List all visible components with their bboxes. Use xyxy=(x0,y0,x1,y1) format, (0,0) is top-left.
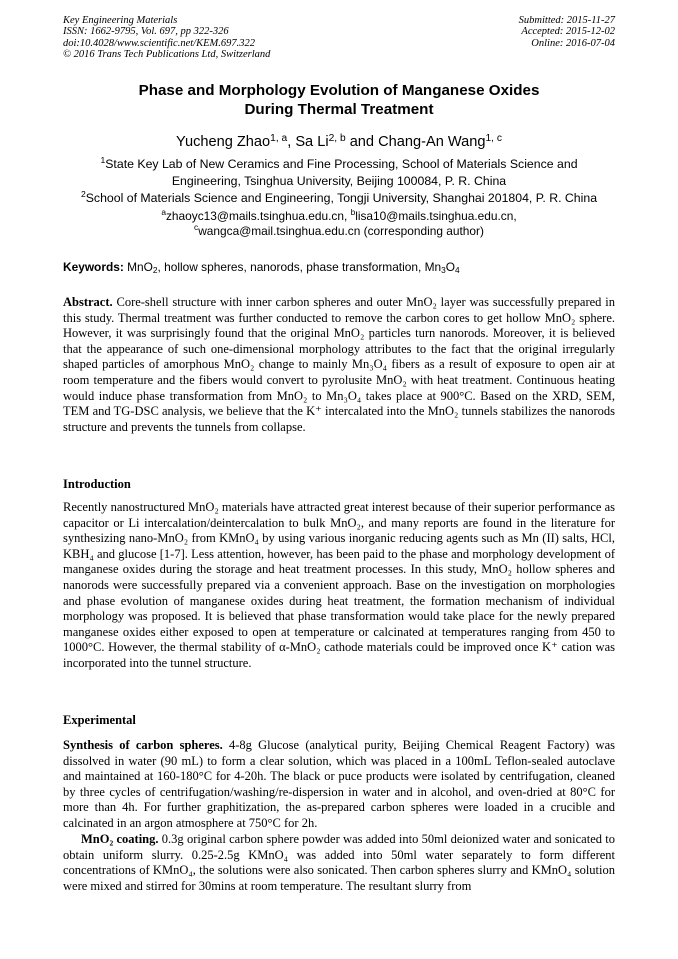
email-link[interactable]: wangca@mail.tsinghua.edu.cn (corresponding author) xyxy=(198,224,484,238)
email-link[interactable]: lisa10@mails.tsinghua.edu.cn, xyxy=(355,209,517,223)
abstract-text: Core-shell structure with inner carbon spheres and outer MnO₂ layer was successfully prepared in this study. Thermal treatment was further conducted to remove the carbon cores to get hollow MnO₂ sphere. However, it was surprisingly found that the original MnO₂ particles turn nanorods. Moreover, it is believed that the appearance of such one-dimensional morphology attributes to the fact that the original irregularly shaped particles of amorphous MnO₂ change to mainly Mn₃O₄ fibers as a result of exposure to open air at room temperature and the fibers would convert to pyrolusite MnO₂ with heat treatment. Continuous heating would induce phase transformation from MnO₂ to Mn₃O₄ takes place at 900°C. Based on the XRD, SEM, TEM and TG-DSC analysis, we believe that the K⁺ intercalated into the MnO₂ tunnels stabilizes the nanorods structure and prevents the tunnels from collapse. xyxy=(63,295,615,434)
section-heading-introduction: Introduction xyxy=(63,477,131,491)
paper-title xyxy=(63,81,615,119)
affiliation-line: Engineering, Tsinghua University, Beijing 100084, P. R. China xyxy=(171,173,507,188)
author-separator: and xyxy=(345,134,379,150)
author-affil-mark: 2, b xyxy=(328,133,346,144)
author-emails xyxy=(63,209,615,239)
affiliation-line: State Key Lab of New Ceramics and Fine Processing, School of Materials Science and xyxy=(105,157,578,171)
email-separator: , xyxy=(343,209,351,223)
paragraph-text: 4-8g Glucose (analytical purity, Beijing Chemical Reagent Factory) was dissolved in water (90 mL) to form a clear solution, which was placed in a 100mL Teflon-sealed autoclave and maintained at 160-180°C for 4-20h. The black or puce products were isolated by centrifugation, cleaned by three cycles of centrifugation/washing/re-dispersion in water and in alcohol, and oven-dried at 80°C for more than 4h. For further graphitization, the as-prepared carbon spheres were loaded in a crucible and calcinated in an argon atmosphere at 750°C for 2h. xyxy=(63,738,615,830)
publication-dates xyxy=(519,15,615,49)
abstract xyxy=(63,295,615,435)
online-date: Online: 2016-07-04 xyxy=(531,37,615,49)
section-heading-experimental: Experimental xyxy=(63,713,136,727)
introduction-text: Recently nanostructured MnO₂ materials have attracted great interest because of their superior performance as capacitor or Li intercalation/deintercalation to bulk MnO₂, and many reports are found in the literature for synthesizing nano-MnO₂ from KMnO₄ by using various inorganic reducing agents such as Mn (II) salts, HCl, KBH₄ and glucose [1-7]. Less attention, however, has been paid to the phase and morphology development of manganese oxides during the storage and heat treatment processes. In this study, MnO₂ hollow spheres and nanorods were successfully prepared via a convenient approach. Base on the investigation on morphologies and phase evolution of manganese oxides during heat treatment, the formation mechanism of individual morphology was proposed. It is believed that phase transformation would take place for the newly prepared manganese oxides either exposed to open at temperature or calcinated at temperatures ranging from 450 to 1000°C. However, the thermal stability of α-MnO₂ cathode materials could be improved once K⁺ cation was incorporated into the tunnel structure. xyxy=(63,500,615,670)
keyword: hollow spheres xyxy=(164,260,244,274)
keyword: phase transformation xyxy=(306,260,418,274)
keyword: Mn xyxy=(424,260,442,274)
author-affil-mark: 1, a xyxy=(270,133,288,144)
author-affil-mark: 1, c xyxy=(485,133,502,144)
submitted-date: Submitted: 2015-11-27 xyxy=(518,15,615,26)
subsection-label: MnO₂ coating. xyxy=(81,832,159,846)
keyword: nanorods xyxy=(250,260,300,274)
author-list xyxy=(63,133,615,151)
journal-doi: doi:10.4028/www.scientific.net/KEM.697.322 xyxy=(63,37,255,49)
subsection-label: Synthesis of carbon spheres. xyxy=(63,738,223,752)
title-line-2: During Thermal Treatment xyxy=(244,101,434,118)
affiliation-1 xyxy=(63,156,615,189)
affiliation-2 xyxy=(63,190,615,207)
author-separator: , xyxy=(287,134,296,150)
email-mark: b xyxy=(350,207,356,217)
journal-info xyxy=(63,15,270,61)
keywords-line: Keywords: MnO$_2$, hollow spheres, nanorods, phase transformation, $Mn_3O_4$ xyxy=(63,260,460,275)
author-name: Sa Li xyxy=(295,134,329,150)
email-mark: c xyxy=(194,222,199,232)
journal-issn: ISSN: 1662-9795, Vol. 697, pp 322-326 xyxy=(63,26,229,38)
affiliation-mark: 1 xyxy=(100,155,106,165)
author-name: Chang-An Wang xyxy=(378,134,486,150)
accepted-date: Accepted: 2015-12-02 xyxy=(521,26,615,38)
abstract-label: Abstract. xyxy=(63,295,113,309)
keywords-label: Keywords: xyxy=(63,260,124,274)
email-link[interactable]: zhaoyc13@mails.tsinghua.edu.cn xyxy=(165,209,344,223)
keyword: MnO xyxy=(127,260,153,274)
title-line-1: Phase and Morphology Evolution of Manganese Oxides xyxy=(138,82,540,99)
journal-name: Key Engineering Materials xyxy=(63,15,178,26)
author-name: Yucheng Zhao xyxy=(176,134,271,150)
paragraph-text: 0.3g original carbon sphere powder was added into 50ml deionized water and sonicated to obtain uniform slurry. 0.25-2.5g KMnO₄ was added into 50ml water separately to form different concentrations of KMnO₄, the solutions were also sonicated. Then carbon spheres slurry and KMnO₄ solution were mixed and stirred for 30mins at room temperature. The resultant slurry from xyxy=(63,832,615,893)
email-mark: a xyxy=(161,207,166,217)
experimental-paragraph-1 xyxy=(63,738,615,832)
affiliation-line: School of Materials Science and Engineering, Tongji University, Shanghai 201804, P. R. China xyxy=(85,191,598,205)
experimental-paragraph-2 xyxy=(63,832,615,894)
affiliation-mark: 2 xyxy=(80,189,86,199)
journal-copyright: © 2016 Trans Tech Publications Ltd, Switzerland xyxy=(63,49,271,61)
